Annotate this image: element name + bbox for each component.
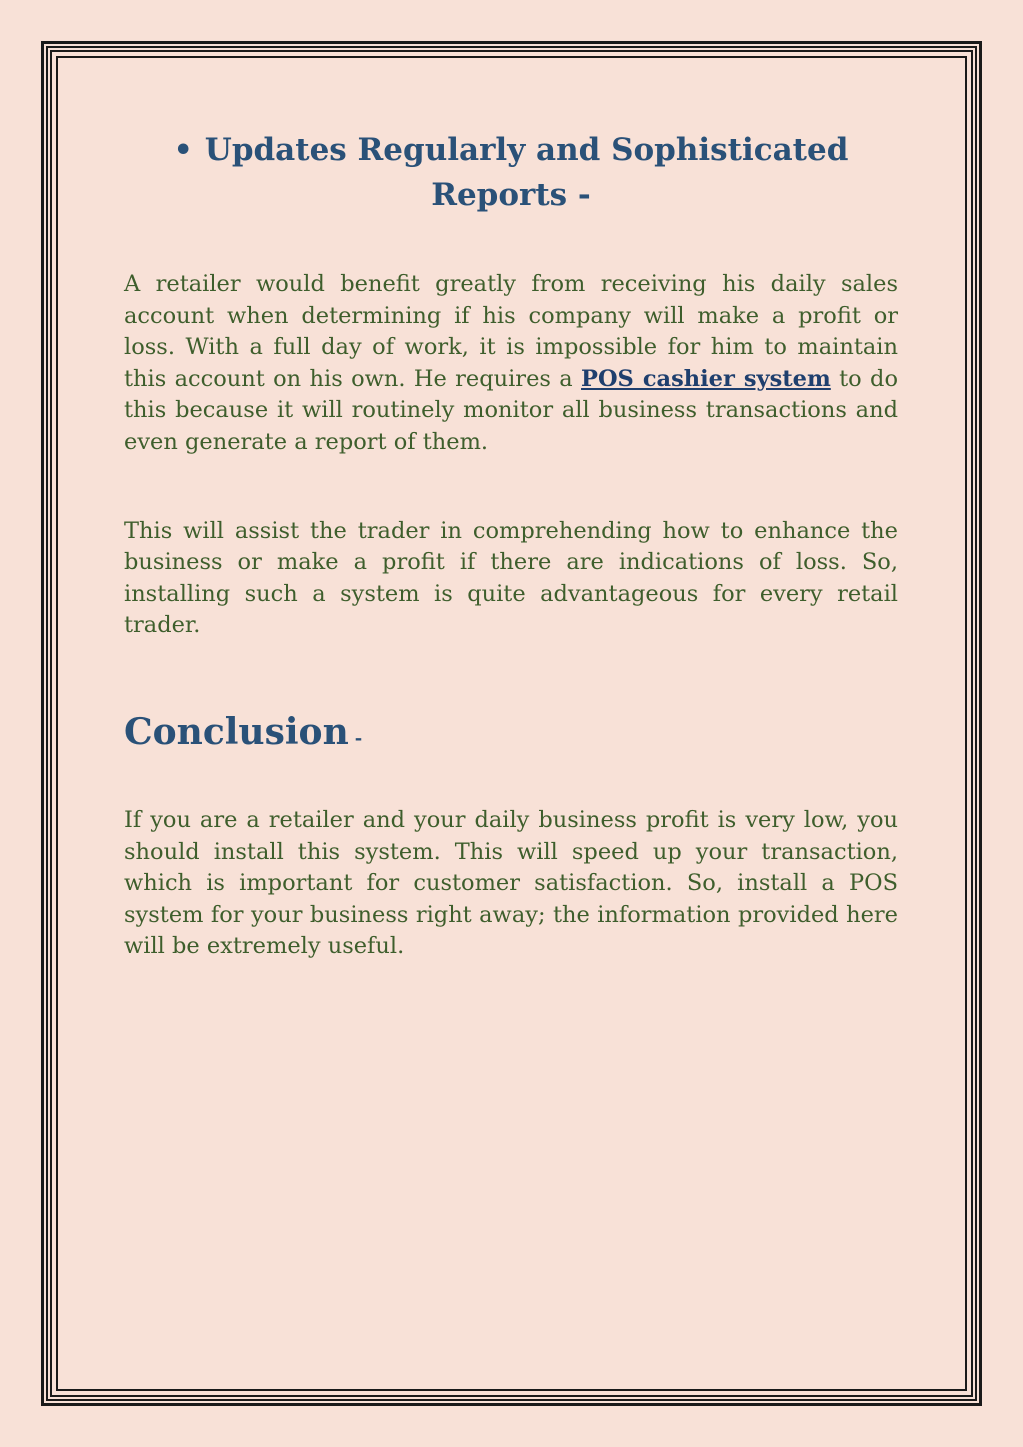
conclusion-heading bbox=[124, 710, 898, 761]
section-heading-updates bbox=[124, 128, 898, 217]
paragraph-conclusion: If you are a retailer and your daily business profit is very low, you should install this system. This will speed up your transaction, which is important for customer satisfaction. So, install a POS system for your business right away; the information provided here will be extremely useful. bbox=[124, 806, 898, 960]
document-content bbox=[124, 128, 898, 963]
conclusion-heading-dash: - bbox=[354, 727, 363, 749]
section-heading-text: Updates Regularly and Sophisticated Reports - bbox=[204, 132, 849, 213]
paragraph-assist-trader: This will assist the trader in comprehending how to enhance the business or make a profit if there are indications of loss. So, installing such a system is quite advantageous for every retail trader. bbox=[124, 517, 898, 639]
paragraph-text-before-link: A retailer would benefit greatly from receiving his daily sales account when determining if his company will make a profit or loss. With a full day of work, it is impossible for him to maintain this account on his own. He requires a bbox=[124, 271, 898, 392]
paragraph-daily-sales bbox=[124, 269, 898, 459]
conclusion-heading-text: Conclusion bbox=[124, 710, 349, 753]
pos-cashier-system-link[interactable]: POS cashier system bbox=[581, 365, 831, 392]
bullet-icon: • bbox=[173, 133, 193, 168]
paragraph-text-after-link: to do this because it will routinely monitor all business transactions and even generate a report of them. bbox=[124, 365, 899, 455]
